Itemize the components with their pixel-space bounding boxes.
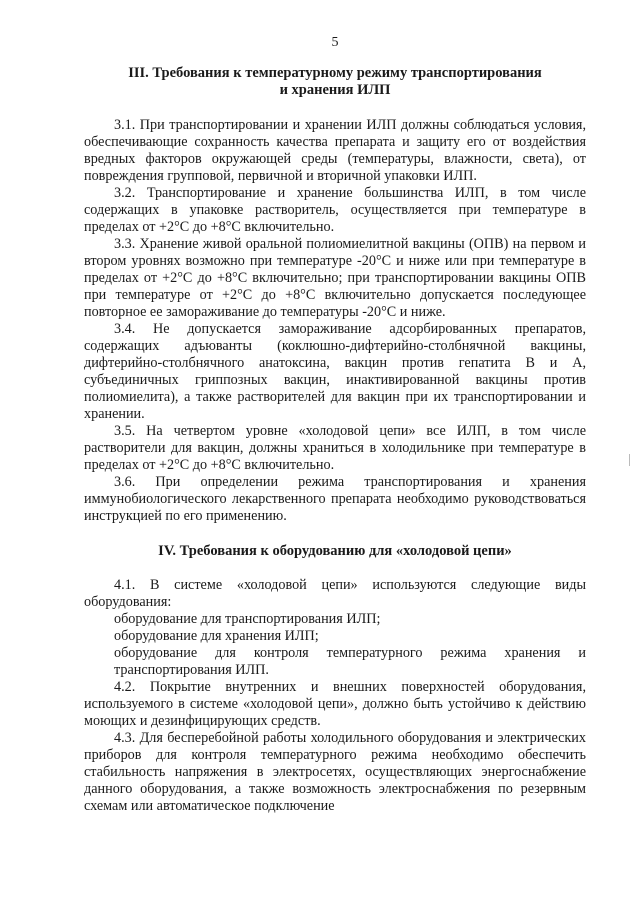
paragraph-4-3: 4.3. Для бесперебойной работы холодильного оборудования и электрических приборов для контроля температурного режима необходимо обеспечить стабильность напряжения в электросетях, осуществляющих энергоснабжение данного оборудования, а также возможность электроснабжения по резервным схемам или автоматическое подключение (84, 730, 586, 814)
list-item: оборудование для транспортирования ИЛП; (114, 611, 381, 627)
section-3-title-line-1: III. Требования к температурному режиму транспортирования (128, 65, 542, 81)
paragraph-4-2: 4.2. Покрытие внутренних и внешних поверхностей оборудования, используемого в системе «холодовой цепи», должно быть устойчиво к действию моющих и дезинфицирующих средств. (84, 679, 586, 729)
section-4-title: IV. Требования к оборудованию для «холодовой цепи» (158, 543, 512, 559)
page-number: 5 (331, 35, 339, 50)
paragraph-3-6: 3.6. При определении режима транспортирования и хранения иммунобиологического лекарственного препарата необходимо руководствоваться инструкцией по его применению. (84, 474, 586, 524)
paragraph-3-5: 3.5. На четвертом уровне «холодовой цепи» все ИЛП, в том числе растворители для вакцин, должны храниться в холодильнике при температуре в пределах от +2°С до +8°С включительно. (84, 423, 586, 473)
section-3-title-line-2: и хранения ИЛП (279, 82, 391, 98)
paragraph-3-1: 3.1. При транспортировании и хранении ИЛП должны соблюдаться условия, обеспечивающие сохранность качества препарата и защиту его от воздействия вредных факторов окружающей среды (температуры, влажности, света), от повреждения групповой, первичной и вторичной упаковки ИЛП. (84, 117, 586, 184)
list-item: оборудование для контроля температурного режима хранения и транспортирования ИЛП. (114, 645, 586, 678)
paragraph-3-2: 3.2. Транспортирование и хранение большинства ИЛП, в том числе содержащих в упаковке растворитель, осуществляется при температуре в пределах от +2°С до +8°С включительно. (84, 185, 586, 235)
list-item: оборудование для хранения ИЛП; (114, 628, 319, 644)
paragraph-4-1: 4.1. В системе «холодовой цепи» используются следующие виды оборудования: (84, 577, 586, 610)
scan-edge-mark (629, 454, 630, 466)
section-3-title (84, 65, 586, 99)
paragraph-3-4: 3.4. Не допускается замораживание адсорбированных препаратов, содержащих адъюванты (коклюшно-дифтерийно-столбнячной вакцины, дифтерийно-столбнячного анатоксина, вакцин против гепатита В и А, субъединичных гриппозных вакцин, инактивированной вакцины против полиомиелита), а также растворителей для вакцин при их транспортировании и хранении. (84, 321, 586, 422)
paragraph-3-3: 3.3. Хранение живой оральной полиомиелитной вакцины (ОПВ) на первом и втором уровнях возможно при температуре -20°С и ниже или при температуре в пределах от +2°С до +8°С включительно; при транспортировании вакцины ОПВ при температуре от +2°С до +8°С включительно допускается последующее повторное ее замораживание до температуры -20°С и ниже. (84, 236, 586, 320)
